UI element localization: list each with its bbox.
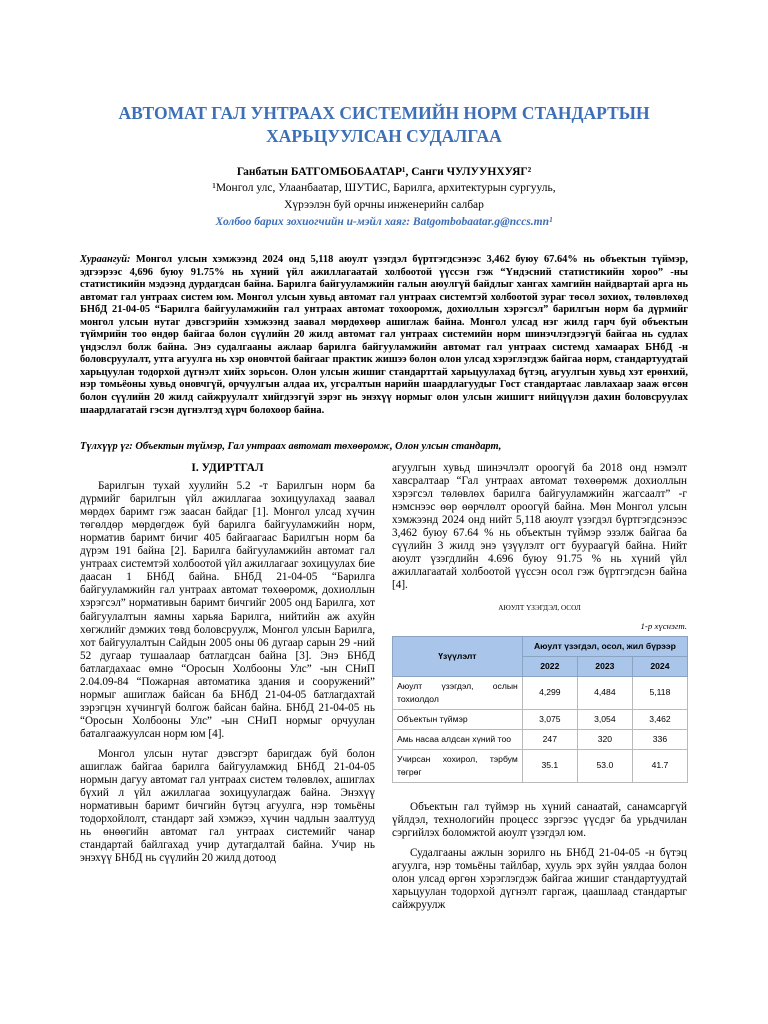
table-cell: 3,075 xyxy=(522,709,577,729)
table-cell: 35.1 xyxy=(522,749,577,782)
author-list: Ганбатын БАТГОМБОБААТАР¹, Санги ЧУЛУУНХУЯГ² xyxy=(236,166,532,178)
table-header-year: 2022 xyxy=(522,656,577,676)
paragraph: Монгол улсын нутаг дэвсгэрт баригдаж буй болон ашиглаж байгаа барилга байгууламжид БНбД 21-04-05 нормын дагуу автомат гал унтраах систем төлөвлөх, ашиглах бүхий л үйл ажиллагаа зохицуулагдаж байна. Энэхүү нормативын баримт бичгийн бүтэц агуулга, нэр томьёны тодорхойлолт, стандарт зай хэмжээ, хүчин чадлын заалтууд нь өнөөгийн автомат гал унтраах системийг чанар стандартай байлгахад учир дутагдалтай байна. Учир нь энэхүү БНбД нь сүүлийн 20 жилд дотоод xyxy=(80,747,375,865)
table-cell: 320 xyxy=(577,729,632,749)
table-cell: 4,299 xyxy=(522,676,577,709)
table-cell-label: Объектын түймэр xyxy=(393,709,523,729)
abstract-text: Монгол улсын хэмжээнд 2024 онд 5,118 аюулт үзэгдэл бүртгэгдсэнээс 3,462 буюу 67.64% нь объектын түймэр, эдгээрээс 4,696 буюу 91.75% нь хүний үйл ажиллагаатай холбоотой үүссэн гэж “Үндэсний статистикийн хороо” -ны статистикийн мэдээнд дурдагдсан байна. Барилга байгууламжийн галын аюулгүй байдлыг хангах хамгийн найдвартай арга нь автомат гал унтраах систем юм. Монгол улсын хувьд автомат гал унтраах системтэй холбоотой зураг төсөл зохиох, төлөвлөхөд БНбД 21-04-05 “Барилга байгууламжийн гал унтраах автомат тохооромж, дохиоллын хэрэгсэл” барилгын норм ба дүрмийг монгол улсын нутаг дэвсгэрийн хэмжээнд заавал мөрдөхөөр ашиглаж байна. Монгол улсад нэг жилд гарч буй объектын түймрийн тоо өндөр байгаа болон сүүлийн 20 жилд автомат гал унтраах системийн норм шинэчлэгдээгүй байгаа нь судлах үндэслэл болж байна. Энэ судалгааны ажлаар барилга байгууламжийн автомат гал унтраах системд хамаарах БНбД -н боловсруулалт, утга агуулга нь хэр оновчтой байгааг практик жишээ болон олон улсад хэрэглэгдэж байгаа норм, стандартуудтай харьцуулан тодорхой дүгнэлт хийх зорьсон. Олон улсын жишиг стандарттай харьцуулахад бүтэц, агуулгын хувьд хэт ерөнхий, нэр томьёоны хувьд оновчгүй, орчуулгын алдаа их, угсралтын нарийн шаардлагуудыг Гост стандартаас лавлахаар зааж өгсөн болон сүүлийн 20 жилд сайжруулалт хийгдээгүй зэрэг нь энэхүү нормыг олон улсын жишигт нийцүүлэн дахин боловсруулах шаардлагатай гэсэн дүгнэлтэд хүрч болохоор байна. xyxy=(80,254,688,416)
table-row xyxy=(393,676,688,709)
table-cell: 5,118 xyxy=(632,676,687,709)
table-row xyxy=(393,729,688,749)
table-cell-label: Амь насаа алдсан хүний тоо xyxy=(393,729,523,749)
table-header-indicator: Үзүүлэлт xyxy=(393,636,523,676)
table-row xyxy=(393,709,688,729)
table-row xyxy=(393,749,688,782)
table-header-group: Аюулт үзэгдэл, осол, жил бүрээр xyxy=(522,636,687,656)
table-number: 1-р хүснэгт. xyxy=(640,620,687,631)
keywords: Түлхүүр үг: Объектын түймэр, Гал унтраах автомат төхөөромж, Олон улсын стандарт, xyxy=(80,441,502,452)
paragraph: Объектын гал түймэр нь хүний санаатай, санамсаргүй үйлдэл, технологийн процесс зэргээс үүсдэг ба урьдчилан сэргийлэх боломжтой аюулт үзэгдэл юм. xyxy=(392,800,687,840)
table-cell: 247 xyxy=(522,729,577,749)
abstract xyxy=(80,254,688,417)
affiliation-line-2: Хүрээлэн буй орчны инженерийн салбар xyxy=(284,199,484,211)
table-cell: 53.0 xyxy=(577,749,632,782)
table-cell-label: Аюулт үзэгдэл, ослын тохиолдол xyxy=(393,676,523,709)
paragraph: Судалгааны ажлын зорилго нь БНбД 21-04-05 -н бүтэц агуулга, нэр томьёны тайлбар, хууль эрх зүйн уялдаа болон олон улсад өргөн хэрэглэгдэж байгаа жишиг стандартуудтай харьцуулан тодорхой дүгнэлт гаргаж, цаашлаад стандартыг сайжруулж xyxy=(392,847,687,912)
contact-email: Холбоо барих зохиогчийн и-мэйл хаяг: Batgombobaatar.g@nccs.mn¹ xyxy=(215,216,553,228)
table-cell: 336 xyxy=(632,729,687,749)
section-heading-introduction: I. УДИРТГАЛ xyxy=(191,462,264,474)
paper-title: АВТОМАТ ГАЛ УНТРААХ СИСТЕМИЙН НОРМ СТАНДАРТЫН ХАРЬЦУУЛСАН СУДАЛГАА xyxy=(118,103,650,146)
table-cell: 3,462 xyxy=(632,709,687,729)
table-cell: 41.7 xyxy=(632,749,687,782)
right-column xyxy=(392,462,687,919)
table-cell-label: Учирсан хохирол, тэрбум төгрөг xyxy=(393,749,523,782)
paragraph: Барилгын тухай хуулийн 5.2 -т Барилгын норм ба дүрмийг барилгын үйл ажиллагаа зохицуулахад заавал мөрдөх баримт гэж заасан байдаг [1]. Монгол улсад хүчин төгөлдөр мөрдөгдөж буй барилга байгууламжийн норм, норматив баримт бичиг 405 байгаагаас Барилгын норм ба дүрэм 191 байна [2]. Барилга байгууламжийн автомат гал унтраах системтэй холбоотой үйл ажиллагааг зохицуулах бие даасан 1 БНбД байна. БНбД 21-04-05 “Барилга байгууламжийн гал унтраах автомат төхөөромж, дохиоллын хэрэгсэл” нормативын баримт бичгийг 2005 онд Барилга, хот байгуулалтын яамны харьяа Барилга, нийтийн аж ахуйн хөгжлийг дэмжих төвд боловсруулж, Монгол улсын Барилга, хот байгуулалтын Сайдын 2005 оны 06 дугаар сарын 29 -ний 52 дугаар тушаалаар батлагдсан байна [3]. Энэ БНбД батлагдахаас өмнө “Оросын Холбооны Улс” -ын СНиП 2.04.09-84 “Пожарная автоматика здания и сооружений” нормыг ашиглаж байсан ба БНбД 21-04-05 батлагдахтай зэрэгцэн хүчингүй болгож байсан байна. БНбД 21-04-05 нь “Оросын Холбооны Улс” -ын СНиП нормыг орчуулан баталгаажуулсан норм юм [4]. xyxy=(80,480,375,740)
left-column xyxy=(80,462,375,872)
paragraph: агуулгын хувьд шинэчлэлт ороогүй ба 2018 онд нэмэлт хавсралтаар “Гал унтраах автомат төхөөрөмж дохиоллын хэрэгсэл төлөвлөх барилга байгууламжийн жагсаалт” -г нэмснээс өөр өөрчлөлт ороогүй байна. Мөн Монгол улсын хэмжээнд 2024 онд нийт 5,118 аюулт үзэгдэл бүртгэгдсэнээс 3,462 буюу 67.64 % нь объектын түймэр эзэлж байгаа ба сүүлийн 3 жилд энэ үзүүлэлт огт буураагүй байна. Нийт аюулт үзэгдлийн 4.696 буюу 91.75 % нь хүний үйл ажиллагаатай холбоотой үүссэн осол гэж бүртгэгдсэн байна [4]. xyxy=(392,462,687,592)
table-cell: 4,484 xyxy=(577,676,632,709)
hazard-statistics-table xyxy=(392,636,688,783)
table-header-year: 2023 xyxy=(577,656,632,676)
table-cell: 3,054 xyxy=(577,709,632,729)
abstract-label: Хураангуй: xyxy=(80,254,131,265)
table-header-year: 2024 xyxy=(632,656,687,676)
affiliation-line-1: ¹Монгол улс, Улаанбаатар, ШУТИС, Барилга, архитектурын сургууль, xyxy=(212,182,556,194)
table-caption: АЮУЛТ ҮЗЭГДЭЛ, ОСОЛ xyxy=(498,604,581,613)
